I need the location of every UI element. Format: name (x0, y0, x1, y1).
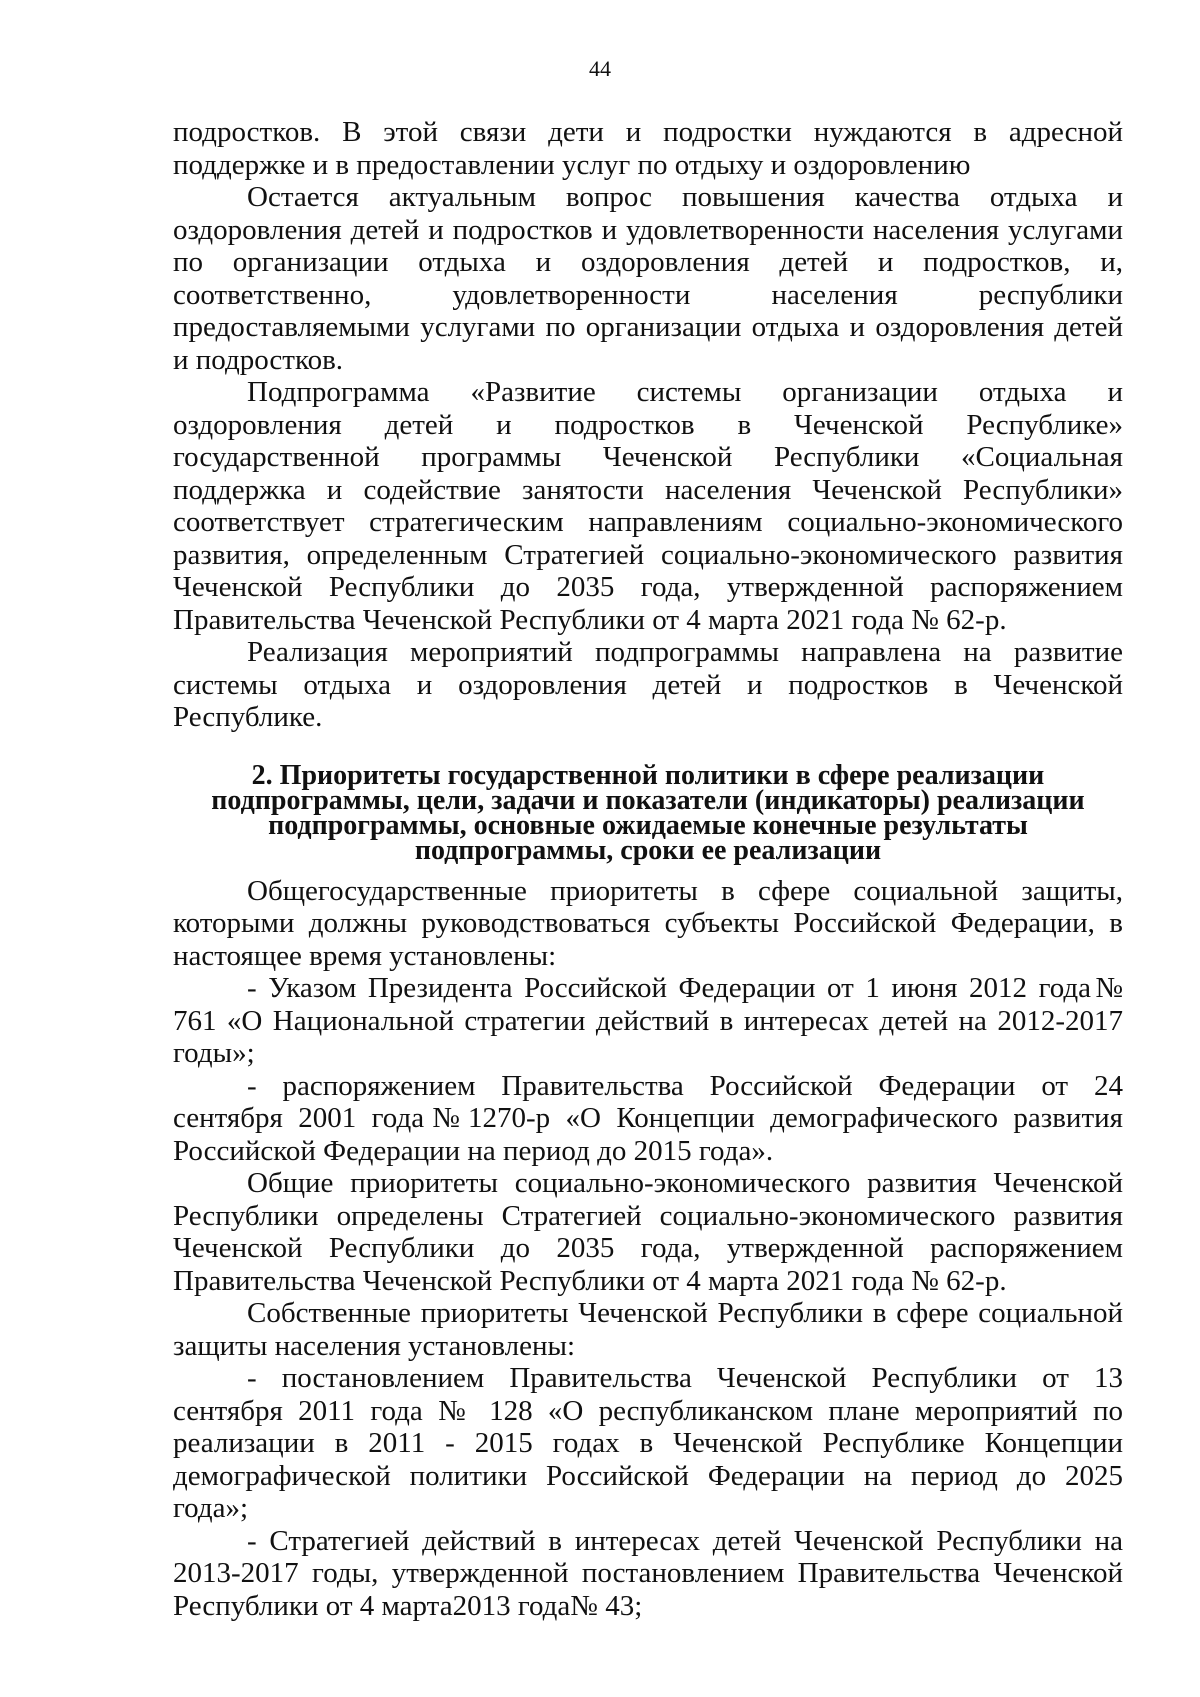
section-heading-line: подпрограммы, цели, задачи и показатели (индикаторы) реализации (211, 784, 1085, 816)
paragraph-quality-issue: Остается актуальным вопрос повышения качества отдыха и оздоровления детей и подростков и удовлетворенности населения услугами по организации отдыха и оздоровления детей и подростков, и, соответственно, удовлетворенности населения республики предоставляемыми услугами по организации отдыха и оздоровления детей и подростков. (173, 181, 1123, 376)
page-number: 44 (589, 56, 611, 81)
paragraph-subprogram-compliance: Подпрограмма «Развитие системы организации отдыха и оздоровления детей и подростков в Чеченской Республике» государственной программы Чеченской Республики «Социальная поддержка и содействие занятости населения Чеченской Республики» соответствует стратегическим направлениям социально-экономического развития, определенным Стратегией социально-экономического развития Чеченской Республики до 2035 года, утвержденной распоряжением Правительства Чеченской Республики от 4 марта 2021 года № 62-р. (173, 376, 1123, 636)
paragraph-subprogram-goal: Реализация мероприятий подпрограммы направлена на развитие системы отдыха и оздоровления детей и подростков в Чеченской Республике. (173, 636, 1123, 733)
paragraph-general-priorities: Общие приоритеты социально-экономического развития Чеченской Республики определены Стратегией социально-экономического развития Чеченской Республики до 2035 года, утвержденной распоряжением Правительства Чеченской Республики от 4 марта 2021 года № 62-р. (173, 1167, 1123, 1297)
section-heading-line: подпрограммы, сроки ее реализации (414, 834, 882, 866)
list-item-presidential-decree: - Указом Президента Российской Федерации от 1 июня 2012 года№ 761 «О Национальной стратегии действий в интересах детей на 2012-2017 годы»; (173, 972, 1123, 1069)
document-body (173, 116, 1123, 1622)
paragraph-continuation: подростков. В этой связи дети и подростки нуждаются в адресной поддержке и в предоставлении услуг по отдыху и оздоровлению (173, 116, 1123, 181)
paragraph-national-priorities: Общегосударственные приоритеты в сфере социальной защиты, которыми должны руководствоваться субъекты Российской Федерации, в настоящее время установлены: (173, 874, 1123, 972)
paragraph-own-priorities: Собственные приоритеты Чеченской Республики в сфере социальной защиты населения установлены: (173, 1297, 1123, 1362)
section-heading (173, 759, 1123, 866)
list-item-resolution-128: - постановлением Правительства Чеченской Республики от 13 сентября 2011 года № 128 «О республиканском плане мероприятий по реализации в 2011 - 2015 годах в Чеченской Республике Концепции демографической политики Российской Федерации на период до 2025 года»; (173, 1362, 1123, 1524)
list-item-government-order: - распоряжением Правительства Российской Федерации от 24 сентября 2001 года№1270-р «О Концепции демографического развития Российской Федерации на период до 2015 года». (173, 1069, 1123, 1167)
list-item-children-strategy: - Стратегией действий в интересах детей Чеченской Республики на 2013-2017 годы, утвержденной постановлением Правительства Чеченской Республики от 4 марта2013 года№ 43; (173, 1524, 1123, 1622)
section-heading-line: 2. Приоритеты государственной политики в сфере реализации (251, 759, 1045, 791)
section-heading-line: подпрограммы, основные ожидаемые конечные результаты (268, 809, 1028, 841)
